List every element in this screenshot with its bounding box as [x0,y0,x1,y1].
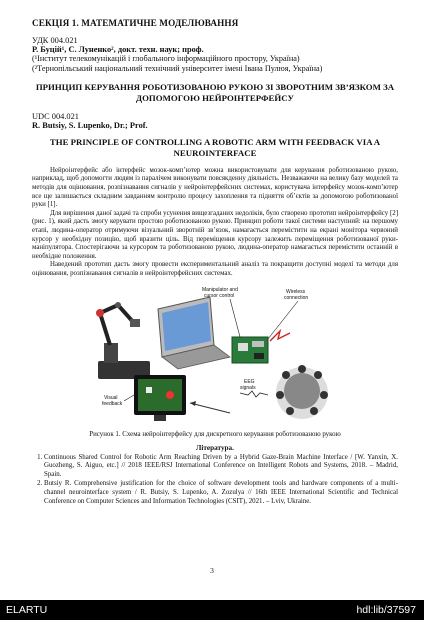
references-list [32,454,398,507]
reference-item: 1. Continuous Shared Control for Robotic Arm Reaching Driven by a Hybrid Gaze-Brain Machine Interface / [W. Yanxin, X. Guozheng, S. Aiguo, etc.] // 2018 IEEE/RSJ International Conference on Intelligent Robots and Systems, 2018. – Madrid, Spain. [44,454,398,480]
label-wireless: Wireless [286,288,306,295]
paragraph-2: Для вирішення даної задачі та спроби усунення вищезгаданих недоліків, було створено прототип нейроінтерфейсу [2] (рис. 1), який дасть змогу керувати простою роботизованою рукою. Принцип роботи такої системи наступний: на першому етапі, людина-оператор отримуючи візуальний зворотній зв’язок, намагається переміститн на екрані монітора червоний курсор у необхідну позицію, щоб вразити ціль. Від переміщення курсору залежить переміщення роботизованої руки-маніпулятора. Спостерігаючи за курсором та роботизованою рукою, людина-оператор намагається перемістити останній в необхідне положення. [32,209,398,260]
repository-footer-bar [0,600,424,620]
footer-source-label: ELARTU [6,604,48,616]
label-eeg: EEG [244,378,255,385]
affiliation-1: (¹Інститут телекомунікацій і глобального інформаційного простору, Україна) [32,54,300,63]
label-eeg-2: signals [240,384,256,391]
authors-en: R. Butsiy, S. Lupenko, Dr.; Prof. [32,120,148,130]
affiliation-2: (²Тернопільський національний технічний університет імені Івана Пулюя, Україна) [32,64,323,74]
robotic-arm-image [96,302,150,379]
figure-1 [90,283,340,429]
section-title: СЕКЦІЯ 1. МАТЕМАТИЧНЕ МОДЕЛЮВАННЯ [32,18,239,28]
udc-en: UDC 004.021 [32,111,79,121]
label-manipulator: Manipulator and [202,286,238,293]
figure-caption: Рисунок 1. Схема нейроінтерфейсу для дискретного керування роботизованою рукою [89,430,341,438]
udc-uk: УДК 004.021 [32,36,78,45]
label-wireless-2: connection [284,294,309,301]
paper-title-uk: ПРИНЦИП КЕРУВАННЯ РОБОТИЗОВАНОЮ РУКОЮ ЗІ ЗВОРОТНИМ ЗВ’ЯЗКОМ ЗА ДОПОМОГОЮ НЕЙРОІНТЕРФЕЙСУ [35,81,395,103]
paragraph-3: Наведений прототип дасть змогу провести експериментальний аналіз та покращити доступні моделі та методи для оцінювання, розпізнавання сигналів в нейроінтерфейсних системах. [32,261,398,277]
label-manipulator-2: cursor control [204,292,235,299]
footer-handle-link[interactable]: hdl:lib/37597 [356,604,416,616]
paragraph-1: Нейроінтерфейс або інтерфейс мозок-комп’ютер можна використовувати для керування роботизованою рукою, наприклад, щоб допомогти людям із паралічем виконувати повсякденну діяльність. Незважаючи на велику базу моделей та методів для оцінювання, розпізнавання сигналів у нейроінтерфейсних системах, користувача інтерфейсу мозок-комп’ютер все ще залишається складним завданням контролю процесу захоплення та підняття об’єктів за допомогою роботизованої руки [1]. [32,166,398,209]
reference-item: 2. Butsiy R. Comprehensive justification for the choice of software development tools and hardware components of a multi-channel neurointerface system / R. Butsiy, S. Lupenko, A. Zozulya // 16th IEEE International Scientific and Technical Conference on Computer Sciences and Information Technologies (CSIT), 2021. – Lviv, Ukraine. [44,480,398,506]
controller-board-image [232,337,268,363]
laptop-image [158,297,230,369]
paper-title-en: THE PRINCIPLE OF CONTROLLING A ROBOTIC ARM WITH FEEDBACK VIA A NEUROINTERFACE [49,136,381,158]
label-visual: Visual [104,394,118,401]
eeg-headset-image [276,365,328,419]
figure-diagram [90,283,340,429]
authors-uk: Р. Буцій¹, С. Луненко², докт. техн. наук; проф. [32,45,204,54]
monitor-image [134,375,186,421]
references-title: Література. [196,443,234,452]
label-visual-2: feedback [102,400,123,407]
page-number: 3 [210,566,214,575]
